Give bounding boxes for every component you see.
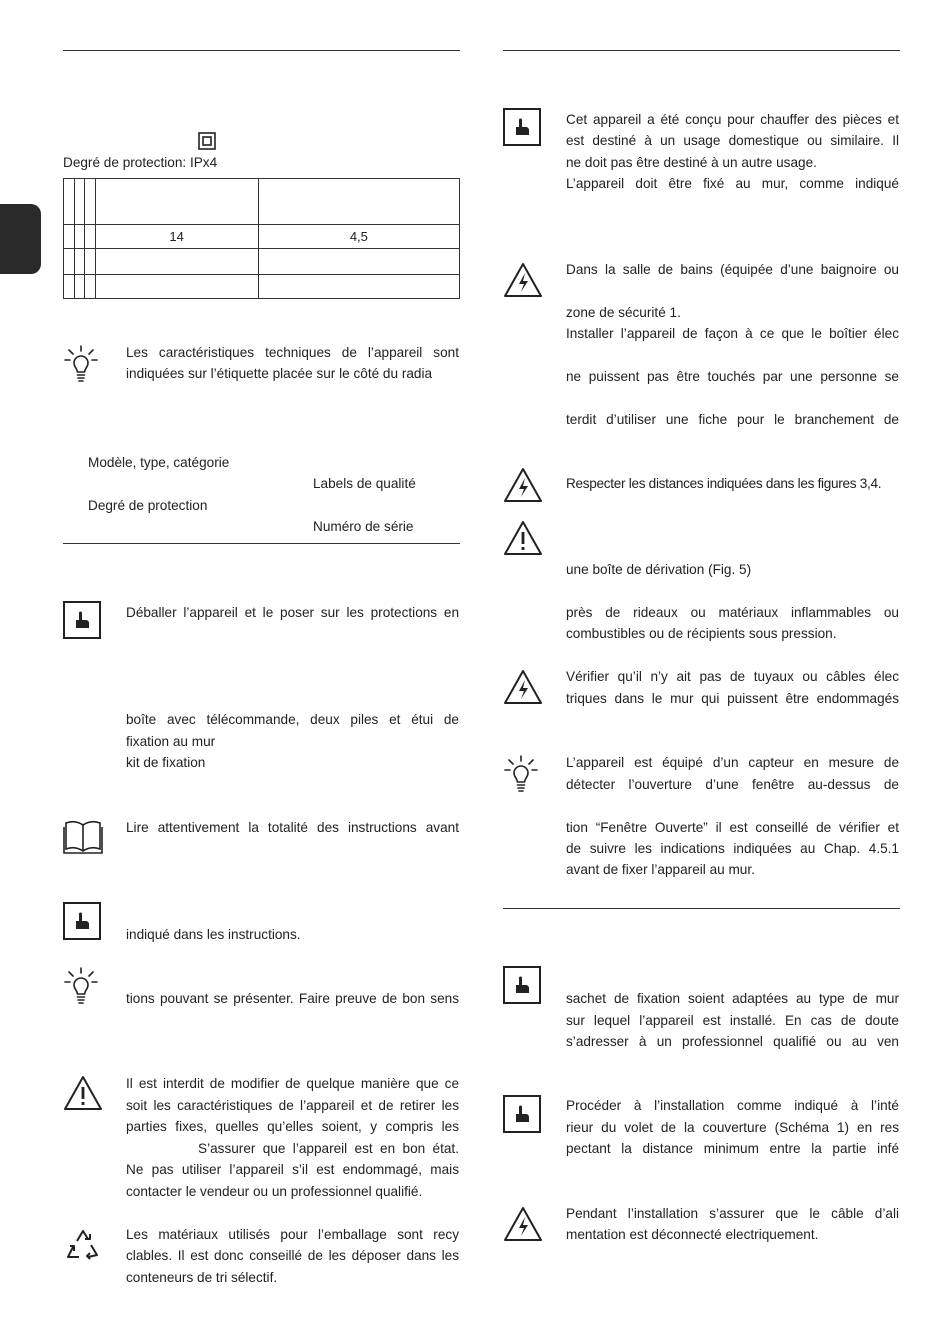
pipes-text-line: Vérifier qu’il n’y ait pas de tuyaux ou câbles élec: [566, 669, 899, 684]
spec-table: [63, 178, 460, 299]
sachet-text-line: sur lequel l’appareil est installé. En cas de doute: [566, 1013, 899, 1028]
table-cell: [85, 179, 96, 225]
curtains-text-line: combustibles ou de récipients sous pression.: [566, 626, 837, 641]
table-cell: [74, 179, 85, 225]
forbidden-text-line: contacter le vendeur ou un professionnel qualifié.: [126, 1184, 423, 1199]
table-cell: [85, 225, 96, 249]
sensor-text-line: L’appareil est équipé d’un capteur en mesure de: [566, 755, 899, 770]
indicated-text: indiqué dans les instructions.: [126, 927, 301, 942]
electric-hazard-icon: [503, 262, 543, 298]
table-cell: [85, 275, 96, 299]
hand-pointer-icon: [503, 108, 541, 146]
section-tab: [0, 204, 41, 274]
sachet-text-line: s’adresser à un professionnel qualifié ou au ven: [566, 1034, 899, 1049]
section-divider: [503, 908, 900, 909]
electric-hazard-icon: [503, 669, 543, 705]
table-cell: [95, 249, 258, 275]
forbidden-text-line: Il est interdit de modifier de quelque manière que ce: [126, 1076, 459, 1091]
tip-text-line: Les caractéristiques techniques de l’appareil sont: [126, 345, 459, 360]
contents-text-line: kit de fixation: [126, 755, 206, 770]
curtains-text-line: près de rideaux ou matériaux inflammables ou: [566, 605, 899, 620]
hand-pointer-icon: [63, 601, 101, 639]
read-text: Lire attentivement la totalité des instructions avant: [126, 820, 459, 835]
hand-pointer-icon: [63, 902, 101, 940]
junction-text: une boîte de dérivation (Fig. 5): [566, 562, 752, 577]
table-cell: [64, 179, 75, 225]
pipes-text-line: triques dans le mur qui puissent être endommagés: [566, 691, 899, 706]
sensor-text-line: avant de fixer l’appareil au mur.: [566, 862, 755, 877]
warning-triangle-icon: [503, 520, 543, 556]
table-cell: [85, 249, 96, 275]
cable-text-line: Pendant l’installation s’assurer que le câble d’ali: [566, 1206, 899, 1221]
table-cell: [64, 275, 75, 299]
warning-triangle-icon: [63, 1075, 103, 1111]
lightbulb-tip-icon: [63, 966, 99, 1006]
bathroom-text-line: ne puissent pas être touchés par une personne se: [566, 369, 899, 384]
forbidden-text-line: parties fixes, quelles qu’elles soient, y compris les: [126, 1119, 459, 1134]
bathroom-text-line: terdit d’utiliser une fiche pour le branchement de: [566, 412, 899, 427]
designed-text-line: L’appareil doit être fixé au mur, comme indiqué: [566, 176, 899, 191]
table-cell: [64, 249, 75, 275]
contents-text-line: fixation au mur: [126, 734, 216, 749]
situations-text: tions pouvant se présenter. Faire preuve de bon sens: [126, 991, 459, 1006]
tip-text-line: indiquées sur l’étiquette placée sur le côté du radia: [126, 366, 433, 381]
label-quality: Labels de qualité: [313, 476, 416, 491]
table-cell: 4,5: [258, 225, 459, 249]
recycle-icon: [63, 1227, 103, 1263]
table-cell: [95, 275, 258, 299]
lightbulb-tip-icon: [63, 344, 99, 384]
table-cell: [95, 179, 258, 225]
sachet-text-line: sachet de fixation soient adaptées au type de mur: [566, 991, 899, 1006]
forbidden-text-line: soit les caractéristiques de l’appareil et de retirer les: [126, 1098, 459, 1113]
hand-pointer-icon: [503, 1095, 541, 1133]
forbidden-text-line: S’assurer que l’appareil est en bon état.: [198, 1141, 459, 1156]
table-cell: [258, 179, 459, 225]
distances-text: Respecter les distances indiquées dans les figures 3,4.: [566, 476, 882, 491]
section-divider: [63, 543, 460, 544]
hand-pointer-icon: [503, 966, 541, 1004]
bathroom-text-line: Installer l’appareil de façon à ce que le boîtier élec: [566, 326, 899, 341]
designed-text-line: est destiné à un usage domestique ou similaire. Il: [566, 133, 899, 148]
table-cell: [64, 225, 75, 249]
recycle-text-line: clables. Il est donc conseillé de les déposer dans les: [126, 1248, 459, 1263]
table-cell: [258, 249, 459, 275]
protection-degree-label: Degré de protection: IPx4: [63, 155, 218, 170]
electric-hazard-icon: [503, 1206, 543, 1242]
table-cell: [74, 249, 85, 275]
recycle-text-line: conteneurs de tri sélectif.: [126, 1270, 278, 1285]
forbidden-text-line: Ne pas utiliser l’appareil s’il est endommagé, mais: [126, 1162, 459, 1177]
table-cell: [74, 225, 85, 249]
bathroom-text-line: Dans la salle de bains (équipée d’une baignoire ou: [566, 262, 899, 277]
book-icon: [63, 819, 103, 855]
designed-text-line: ne doit pas être destiné à un autre usage.: [566, 155, 817, 170]
lightbulb-tip-icon: [503, 754, 539, 794]
contents-text-line: boîte avec télécommande, deux piles et étui de: [126, 712, 459, 727]
electric-hazard-icon: [503, 467, 543, 503]
bathroom-text-line: zone de sécurité 1.: [566, 305, 681, 320]
unpack-text: Déballer l’appareil et le poser sur les protections en: [126, 605, 459, 620]
designed-text-line: Cet appareil a été conçu pour chauffer des pièces et: [566, 112, 899, 127]
double-insulation-icon: [198, 132, 216, 150]
sensor-text-line: de suivre les indications indiquées au Chap. 4.5.1: [566, 841, 899, 856]
table-cell: [74, 275, 85, 299]
label-serial: Numéro de série: [313, 519, 414, 534]
sensor-text-line: détecter l’ouverture d’une fenêtre au-dessus de: [566, 777, 899, 792]
recycle-text-line: Les matériaux utilisés pour l’emballage sont recy: [126, 1227, 459, 1242]
procedure-text-line: Procéder à l’installation comme indiqué à l’inté: [566, 1098, 899, 1113]
label-model: Modèle, type, catégorie: [88, 455, 230, 470]
sensor-text-line: tion “Fenêtre Ouverte” il est conseillé de vérifier et: [566, 820, 899, 835]
left-top-rule: [63, 50, 460, 51]
right-top-rule: [503, 50, 900, 51]
label-protection: Degré de protection: [88, 498, 208, 513]
procedure-text-line: pectant la distance minimum entre la partie infé: [566, 1141, 899, 1156]
procedure-text-line: rieur du volet de la couverture (Schéma 1) en res: [566, 1120, 899, 1135]
table-cell: [258, 275, 459, 299]
table-cell: 14: [95, 225, 258, 249]
cable-text-line: mentation est déconnecté electriquement.: [566, 1227, 819, 1242]
